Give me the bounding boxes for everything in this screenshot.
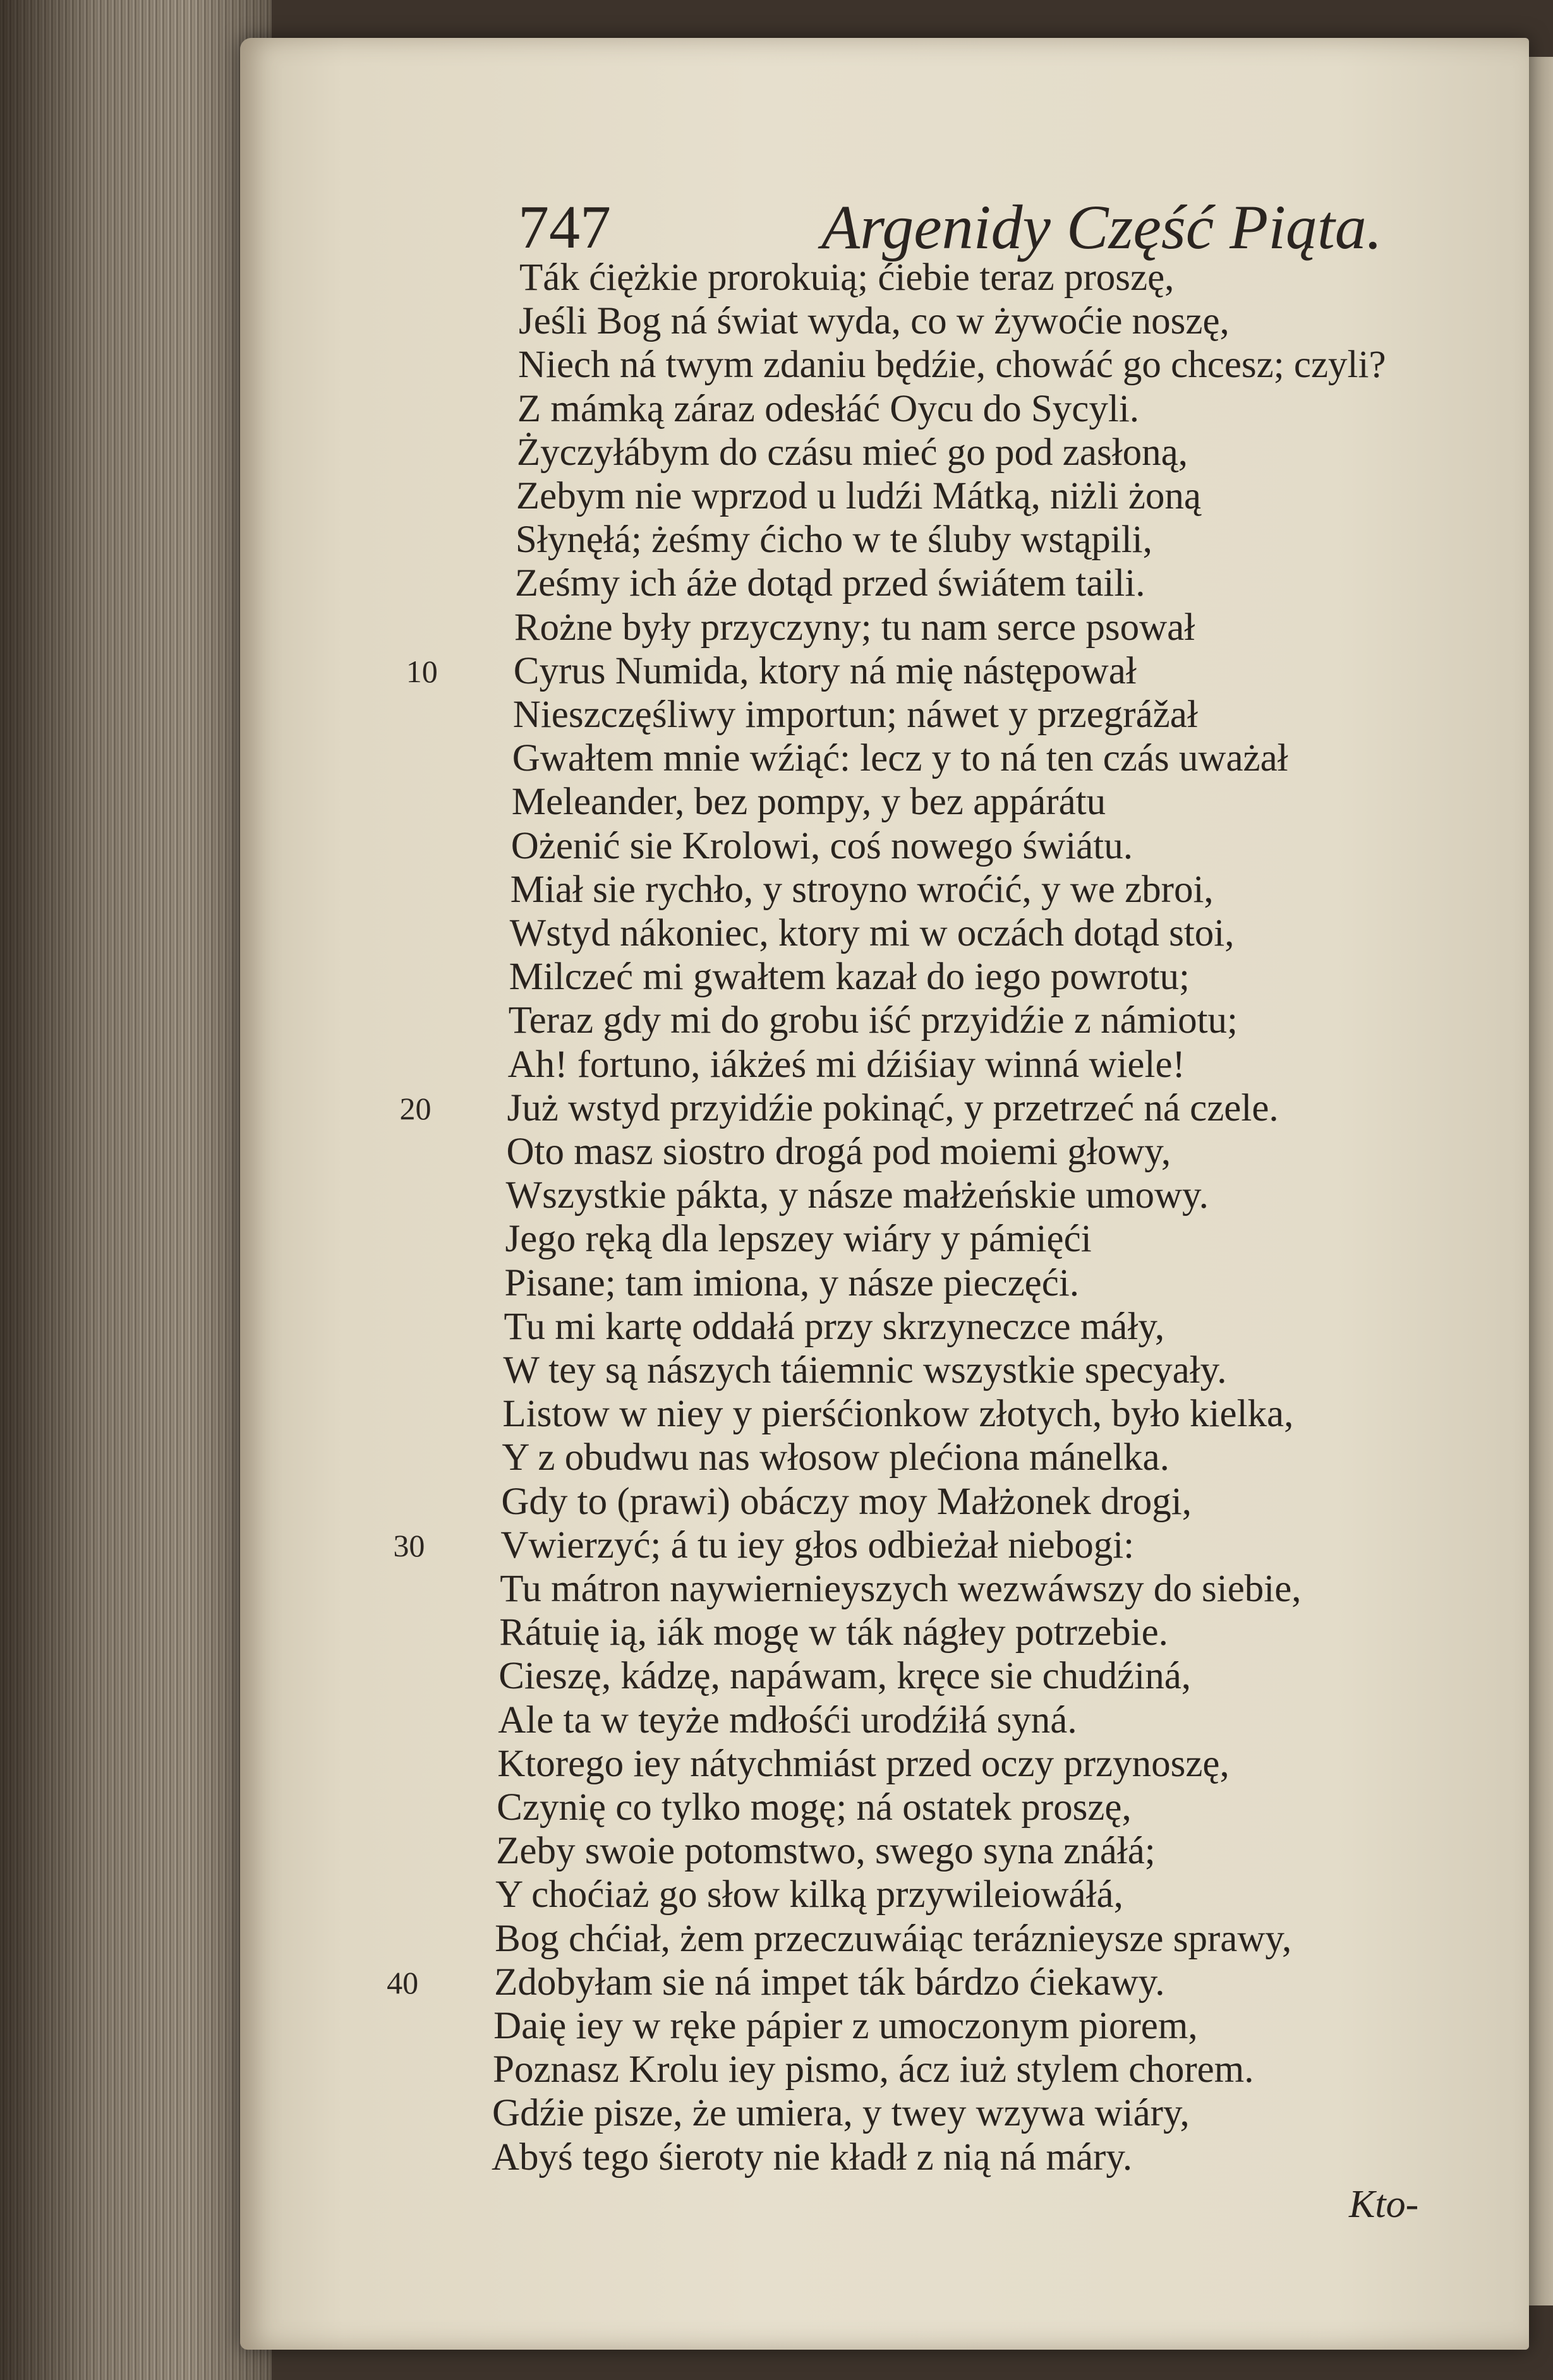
verse-line: Poznasz Krolu iey pismo, ácz iuż stylem chorem. <box>493 2048 1254 2091</box>
verse-line: Słynęłá; żeśmy ćicho w te śluby wstąpili, <box>515 519 1152 562</box>
verse-line: Ale ta w teyże mdłośći urodźiłá syná. <box>498 1698 1077 1741</box>
verse-line: Listow w niey y pierśćionkow złotych, było kielka, <box>502 1393 1294 1436</box>
verse-line: Abyś tego śieroty nie kładł z nią ná máry. <box>492 2136 1133 2179</box>
verse-line: Cieszę, kádzę, napáwam, kręce sie chudźiná, <box>499 1655 1192 1698</box>
line-number: 40 <box>387 1964 419 2000</box>
verse-line: Meleander, bez pompy, y bez appárátu <box>511 781 1106 824</box>
verse-line: Vwierzyć; á tu iey głos odbieżał niebogi: <box>500 1524 1135 1566</box>
verse-line: Ták ćiężkie prorokuią; ćiebie teraz proszę, <box>519 256 1175 299</box>
verse-line: Czynię co tylko mogę; ná ostatek proszę, <box>497 1786 1132 1829</box>
verse-line: Teraz gdy mi do grobu iść przyidźie z námiotu; <box>508 999 1238 1042</box>
verse-line: Cyrus Numida, ktory ná mię nástępował <box>513 649 1137 692</box>
verse-line: Z mámką záraz odesłáć Oycu do Sycyli. <box>517 387 1140 430</box>
verse-line: Wstyd nákoniec, ktory mi w oczách dotąd stoi, <box>509 912 1235 954</box>
verse-line: Wszystkie pákta, y násze małżeńskie umowy. <box>505 1174 1209 1217</box>
catchword: Kto- <box>1349 2183 1419 2226</box>
verse-line: Tu mi kartę oddałá przy skrzyneczce máły, <box>504 1305 1165 1348</box>
verse-line: Daię iey w ręke pápier z umoczonym piorem, <box>493 2005 1198 2047</box>
verse-line: Oto masz siostro drogá pod moiemi głowy, <box>506 1131 1171 1173</box>
verse-line: Nieszczęśliwy importun; náwet y przegrážał <box>512 694 1198 736</box>
verse-line: Bog chćiał, żem przeczuwáiąc teráznieysze sprawy, <box>495 1917 1292 1960</box>
verse-line: Już wstyd przyidźie pokinąć, y przetrzeć ná czele. <box>507 1086 1279 1129</box>
verse-line: Y choćiaż go słow kilką przywileiowáłá, <box>495 1873 1123 1916</box>
verse-line: Zdobyłam sie ná impet ták bárdzo ćiekawy. <box>494 1961 1165 2004</box>
verse-line: Zebym nie wprzod u ludźi Mátką, niżli żoną <box>516 475 1201 517</box>
verse-line: Milczeć mi gwałtem kazał do iego powrotu; <box>509 956 1190 999</box>
verse-line: Ożenić sie Krolowi, coś nowego świátu. <box>511 824 1133 867</box>
verse-line: Ktorego iey nátychmiást przed oczy przynoszę, <box>497 1742 1230 1785</box>
verse-line: Gdy to (prawi) obáczy moy Małżonek drogi, <box>501 1480 1192 1523</box>
verse-line: Rátuię ią, iák mogę w ták nágłey potrzebie. <box>499 1611 1168 1654</box>
line-number: 10 <box>406 653 438 689</box>
verse-line: Tu mátron naywiernieyszych wezwáwszy do siebie, <box>500 1568 1302 1610</box>
line-number: 30 <box>393 1527 425 1563</box>
verse-line: Życzyłábym do czásu mieć go pod zasłoną, <box>516 431 1188 474</box>
verse-line: Ah! fortuno, iákżeś mi dźiśiay winná wiele! <box>507 1043 1185 1086</box>
verse-line: Miał sie rychło, y stroyno wroćić, y we zbroi, <box>510 868 1214 911</box>
verse-line: W tey są nászych táiemnic wszystkie specyały. <box>503 1349 1227 1391</box>
page-number: 747 <box>518 193 611 261</box>
verse-line: Gdźie pisze, że umiera, y twey wzywa wiáry, <box>492 2092 1190 2135</box>
verse-line: Ześmy ich áże dotąd przed świátem taili. <box>514 562 1145 605</box>
verse-line: Y z obudwu nas włosow plećiona mánelka. <box>502 1436 1169 1479</box>
line-number: 20 <box>399 1090 432 1126</box>
verse-line: Jeśli Bog ná świat wyda, co w żywoćie noszę, <box>518 300 1230 343</box>
verse-line: Niech ná twym zdaniu będźie, chowáć go chcesz; czyli? <box>517 344 1386 387</box>
verse-line: Pisane; tam imiona, y násze pieczęći. <box>504 1261 1080 1304</box>
verse-line: Rożne były przyczyny; tu nam serce psował <box>514 606 1195 649</box>
verse-line: Zeby swoie potomstwo, swego syna znáłá; <box>496 1830 1156 1873</box>
verse-line: Gwałtem mnie wźiąć: lecz y to ná ten czás uważał <box>512 737 1288 780</box>
running-title: Argenidy Część Piąta. <box>821 192 1382 262</box>
verse-line: Jego ręką dla lepszey wiáry y pámięći <box>505 1218 1092 1261</box>
